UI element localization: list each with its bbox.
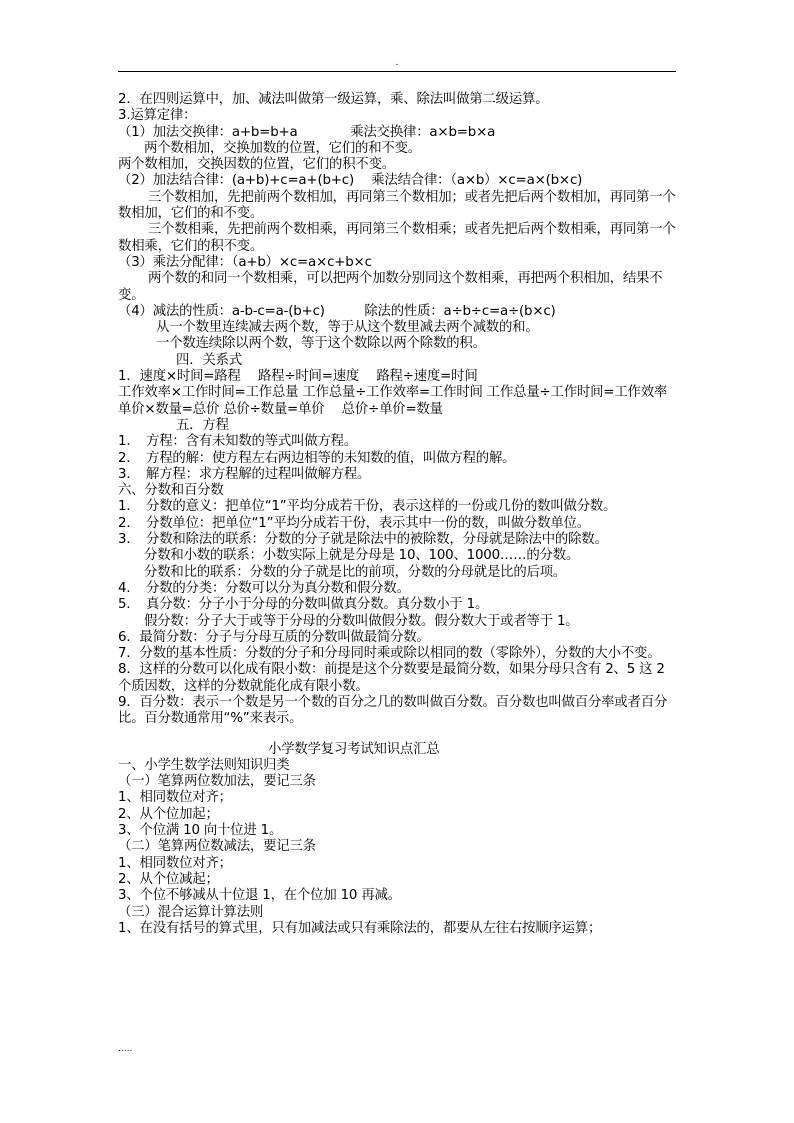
text-line: 1、在没有括号的算式里，只有加减法或只有乘除法的，都要从左往右按顺序运算；	[118, 920, 602, 936]
text-line: 2．在四则运算中，加、减法叫做第一级运算，乘、除法叫做第二级运算。	[118, 92, 549, 107]
text-line: 三个数相加，先把前两个数相加，再同第三个数相加；或者先把后两个数相加，再同第一个数相加，它们的和不变。	[118, 189, 676, 222]
section-operation-laws	[118, 92, 678, 728]
text-line: （3）乘法分配律：（a+b）×c=a×c+b×c	[118, 254, 372, 270]
text-line: 1．速度×时间=路程 路程÷时间=速度 路程÷速度=时间	[118, 369, 478, 385]
text-line: （4）减法的性质：a-b-c=a-(b+c) 除法的性质：a÷b÷c=a÷(b×c)	[118, 303, 556, 319]
rules-lines	[118, 758, 678, 937]
text-line: 工作效率×工作时间=工作总量 工作总量÷工作效率=工作时间 工作总量÷工作时间=工作效率	[118, 385, 668, 401]
section-math-rules	[118, 742, 678, 938]
text-line: 两个数相加，交换因数的位置，它们的积不变。	[118, 157, 396, 173]
text-line: （三）混合运算计算法则	[118, 904, 264, 920]
header-rule	[118, 71, 676, 72]
text-line: 单价×数量=总价 总价÷数量=单价 总价÷单价=数量	[118, 401, 443, 417]
text-line: 2、从个位减起；	[118, 871, 219, 887]
header-mark: .	[395, 58, 399, 68]
text-line: 一、小学生数学法则知识归类	[118, 757, 290, 773]
text-line: 4． 分数的分类：分数可以分为真分数和假分数。	[118, 580, 410, 596]
text-line: 8．这样的分数可以化成有限小数：前提是这个分数要是最简分数，如果分母只含有 2、5 这 2 个质因数，这样的分数就能化成有限小数。	[118, 662, 665, 694]
text-line: 三个数相乘，先把前两个数相乘，再同第三个数相乘；或者先把后两个数相乘，再同第一个数相乘，它们的积不变。	[118, 222, 676, 254]
text-line: 四．关系式	[176, 352, 242, 368]
text-line: 2． 方程的解：使方程左右两边相等的未知数的值，叫做方程的解。	[118, 450, 516, 466]
text-line: 两个数相加，交换加数的位置，它们的和不变。	[144, 140, 422, 156]
text-line: （二）笔算两位数减法，要记三条	[118, 839, 316, 855]
text-line: 3． 解方程：求方程解的过程叫做解方程。	[118, 466, 371, 482]
text-line: 分数和比的联系：分数的分子就是比的前项，分数的分母就是比的后项。	[144, 564, 567, 580]
text-line: 从一个数里连续减去两个数，等于从这个数里减去两个减数的和。	[156, 320, 539, 336]
text-line: 5． 真分数：分子小于分母的分数叫做真分数。真分数小于 1。	[118, 597, 489, 613]
text-line: 7．分数的基本性质：分数的分子和分母同时乘或除以相同的数（零除外），分数的大小不变。	[118, 646, 661, 662]
text-line: 分数和小数的联系：小数实际上就是分母是 10、100、1000……的分数。	[144, 548, 580, 564]
text-line: 3、个位不够减从十位退 1，在个位加 10 再减。	[118, 888, 401, 904]
text-line: 9．百分数：表示一个数是另一个数的百分之几的数叫做百分数。百分数也叫做百分率或者百分比。百分数通常用“%”来表示。	[118, 694, 668, 727]
text-line: 3． 分数和除法的联系：分数的分子就是除法中的被除数，分母就是除法中的除数。	[118, 532, 608, 548]
text-line: 一个数连续除以两个数，等于这个数除以两个除数的积。	[156, 336, 486, 352]
text-line: 2、从个位加起；	[118, 806, 219, 822]
text-line: 3、个位满 10 向十位进 1。	[118, 823, 283, 839]
text-line: 六、分数和百分数	[118, 483, 224, 499]
section-title: 小学数学复习考试知识点汇总	[268, 741, 440, 757]
footer-mark: .....	[118, 1044, 133, 1054]
text-line: 6．最简分数：分子与分母互质的分数叫做最简分数。	[118, 629, 430, 645]
section-gap	[118, 728, 678, 742]
text-line: （2）加法结合律：(a+b)+c=a+(b+c) 乘法结合律：（a×b）×c=a×(b×c)	[118, 173, 583, 189]
text-line: 1、相同数位对齐；	[118, 790, 232, 806]
text-line: 3.运算定律：	[118, 108, 197, 124]
text-line: 1． 分数的意义：把单位“1”平均分成若干份，表示这样的一份或几份的数叫做分数。	[118, 499, 617, 515]
document-body	[118, 92, 678, 937]
text-line: 两个数的和同一个数相乘，可以把两个加数分别同这个数相乘，再把两个积相加，结果不变。	[118, 271, 663, 303]
text-line: （1）加法交换律：a+b=b+a 乘法交换律：a×b=b×a	[118, 124, 496, 140]
text-line: 2． 分数单位：把单位“1”平均分成若干份，表示其中一份的数，叫做分数单位。	[118, 515, 590, 531]
text-line: （一）笔算两位数加法，要记三条	[118, 774, 316, 790]
text-line: 1． 方程：含有未知数的等式叫做方程。	[118, 434, 358, 450]
text-line: 1、相同数位对齐；	[118, 855, 232, 871]
text-line: 五．方程	[176, 417, 229, 433]
text-line: 假分数：分子大于或等于分母的分数叫做假分数。假分数大于或者等于 1。	[144, 613, 579, 629]
